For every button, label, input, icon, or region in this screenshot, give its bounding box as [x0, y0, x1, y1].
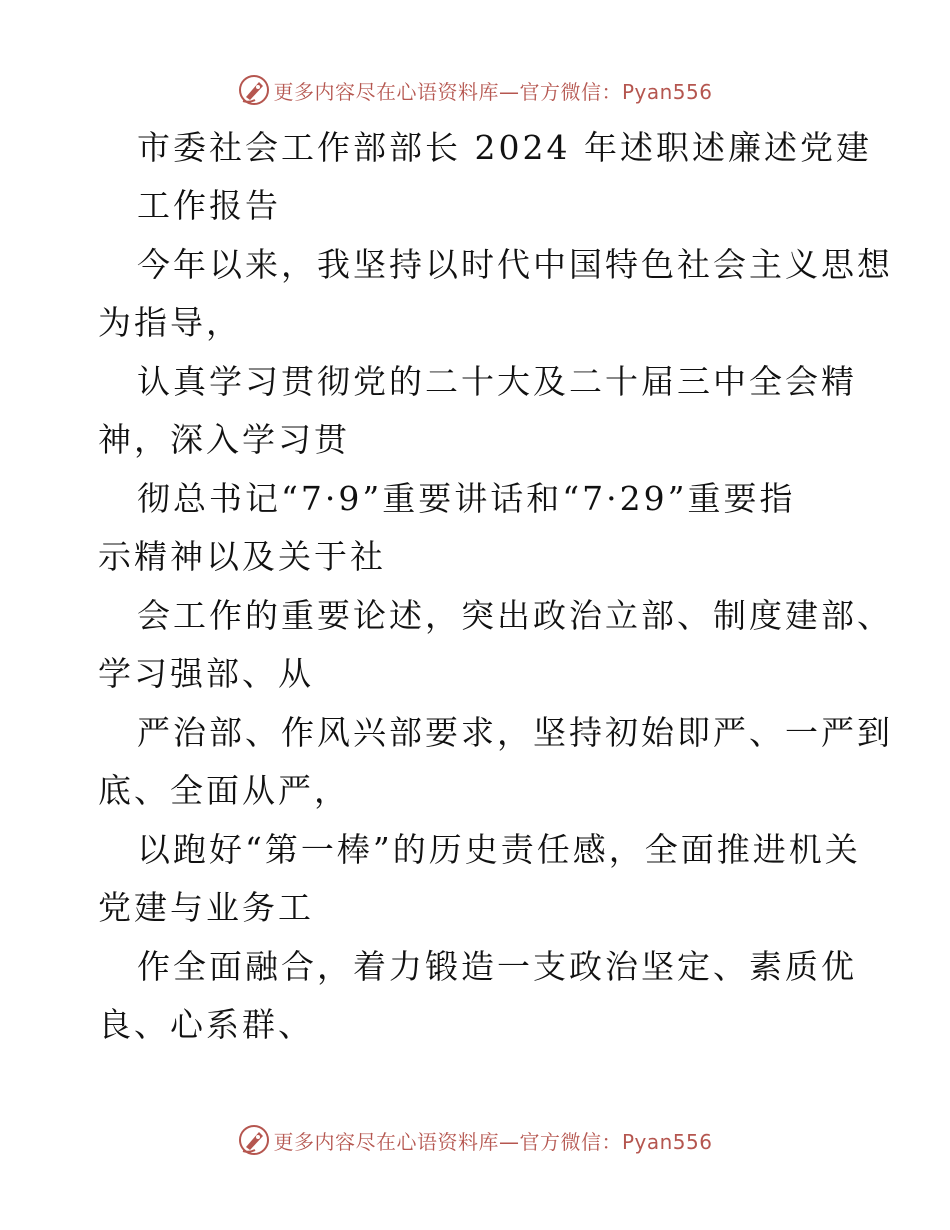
text-line: 以跑好“第一棒”的历史责任感，全面推进机关 [137, 830, 861, 869]
text-line: 彻总书记“7·9”重要讲话和“7·29”重要指 [137, 479, 796, 518]
text-line: 今年以来，我坚持以时代中国特色社会主义思想 [137, 245, 893, 284]
text-line: 为指导， [98, 303, 242, 342]
text-line: 示精神以及关于社 [98, 537, 386, 576]
text-line: 严治部、作风兴部要求，坚持初始即严、一严到 [137, 713, 893, 752]
banner-text: 更多内容尽在心语资料库—官方微信：Pyan556 [273, 79, 713, 104]
text-line: 作全面融合，着力锻造一支政治坚定、素质优 [137, 947, 857, 986]
text-line: 党建与业务工 [98, 888, 314, 927]
pen-nib-logo-icon [237, 1123, 271, 1157]
text-line: 神，深入学习贯 [98, 420, 350, 459]
text-line: 认真学习贯彻党的二十大及二十届三中全会精 [137, 362, 857, 401]
text-line: 底、全面从严， [98, 771, 350, 810]
footer-banner [0, 1120, 950, 1160]
title-line-1: 市委社会工作部部长 2024 年述职述廉述党建 [137, 128, 872, 167]
text-line: 良、心系群、 [98, 1005, 314, 1044]
banner-text: 更多内容尽在心语资料库—官方微信：Pyan556 [273, 1129, 713, 1154]
text-line: 学习强部、从 [98, 654, 314, 693]
text-line: 会工作的重要论述，突出政治立部、制度建部、 [137, 596, 893, 635]
title-line-2: 工作报告 [137, 186, 281, 225]
